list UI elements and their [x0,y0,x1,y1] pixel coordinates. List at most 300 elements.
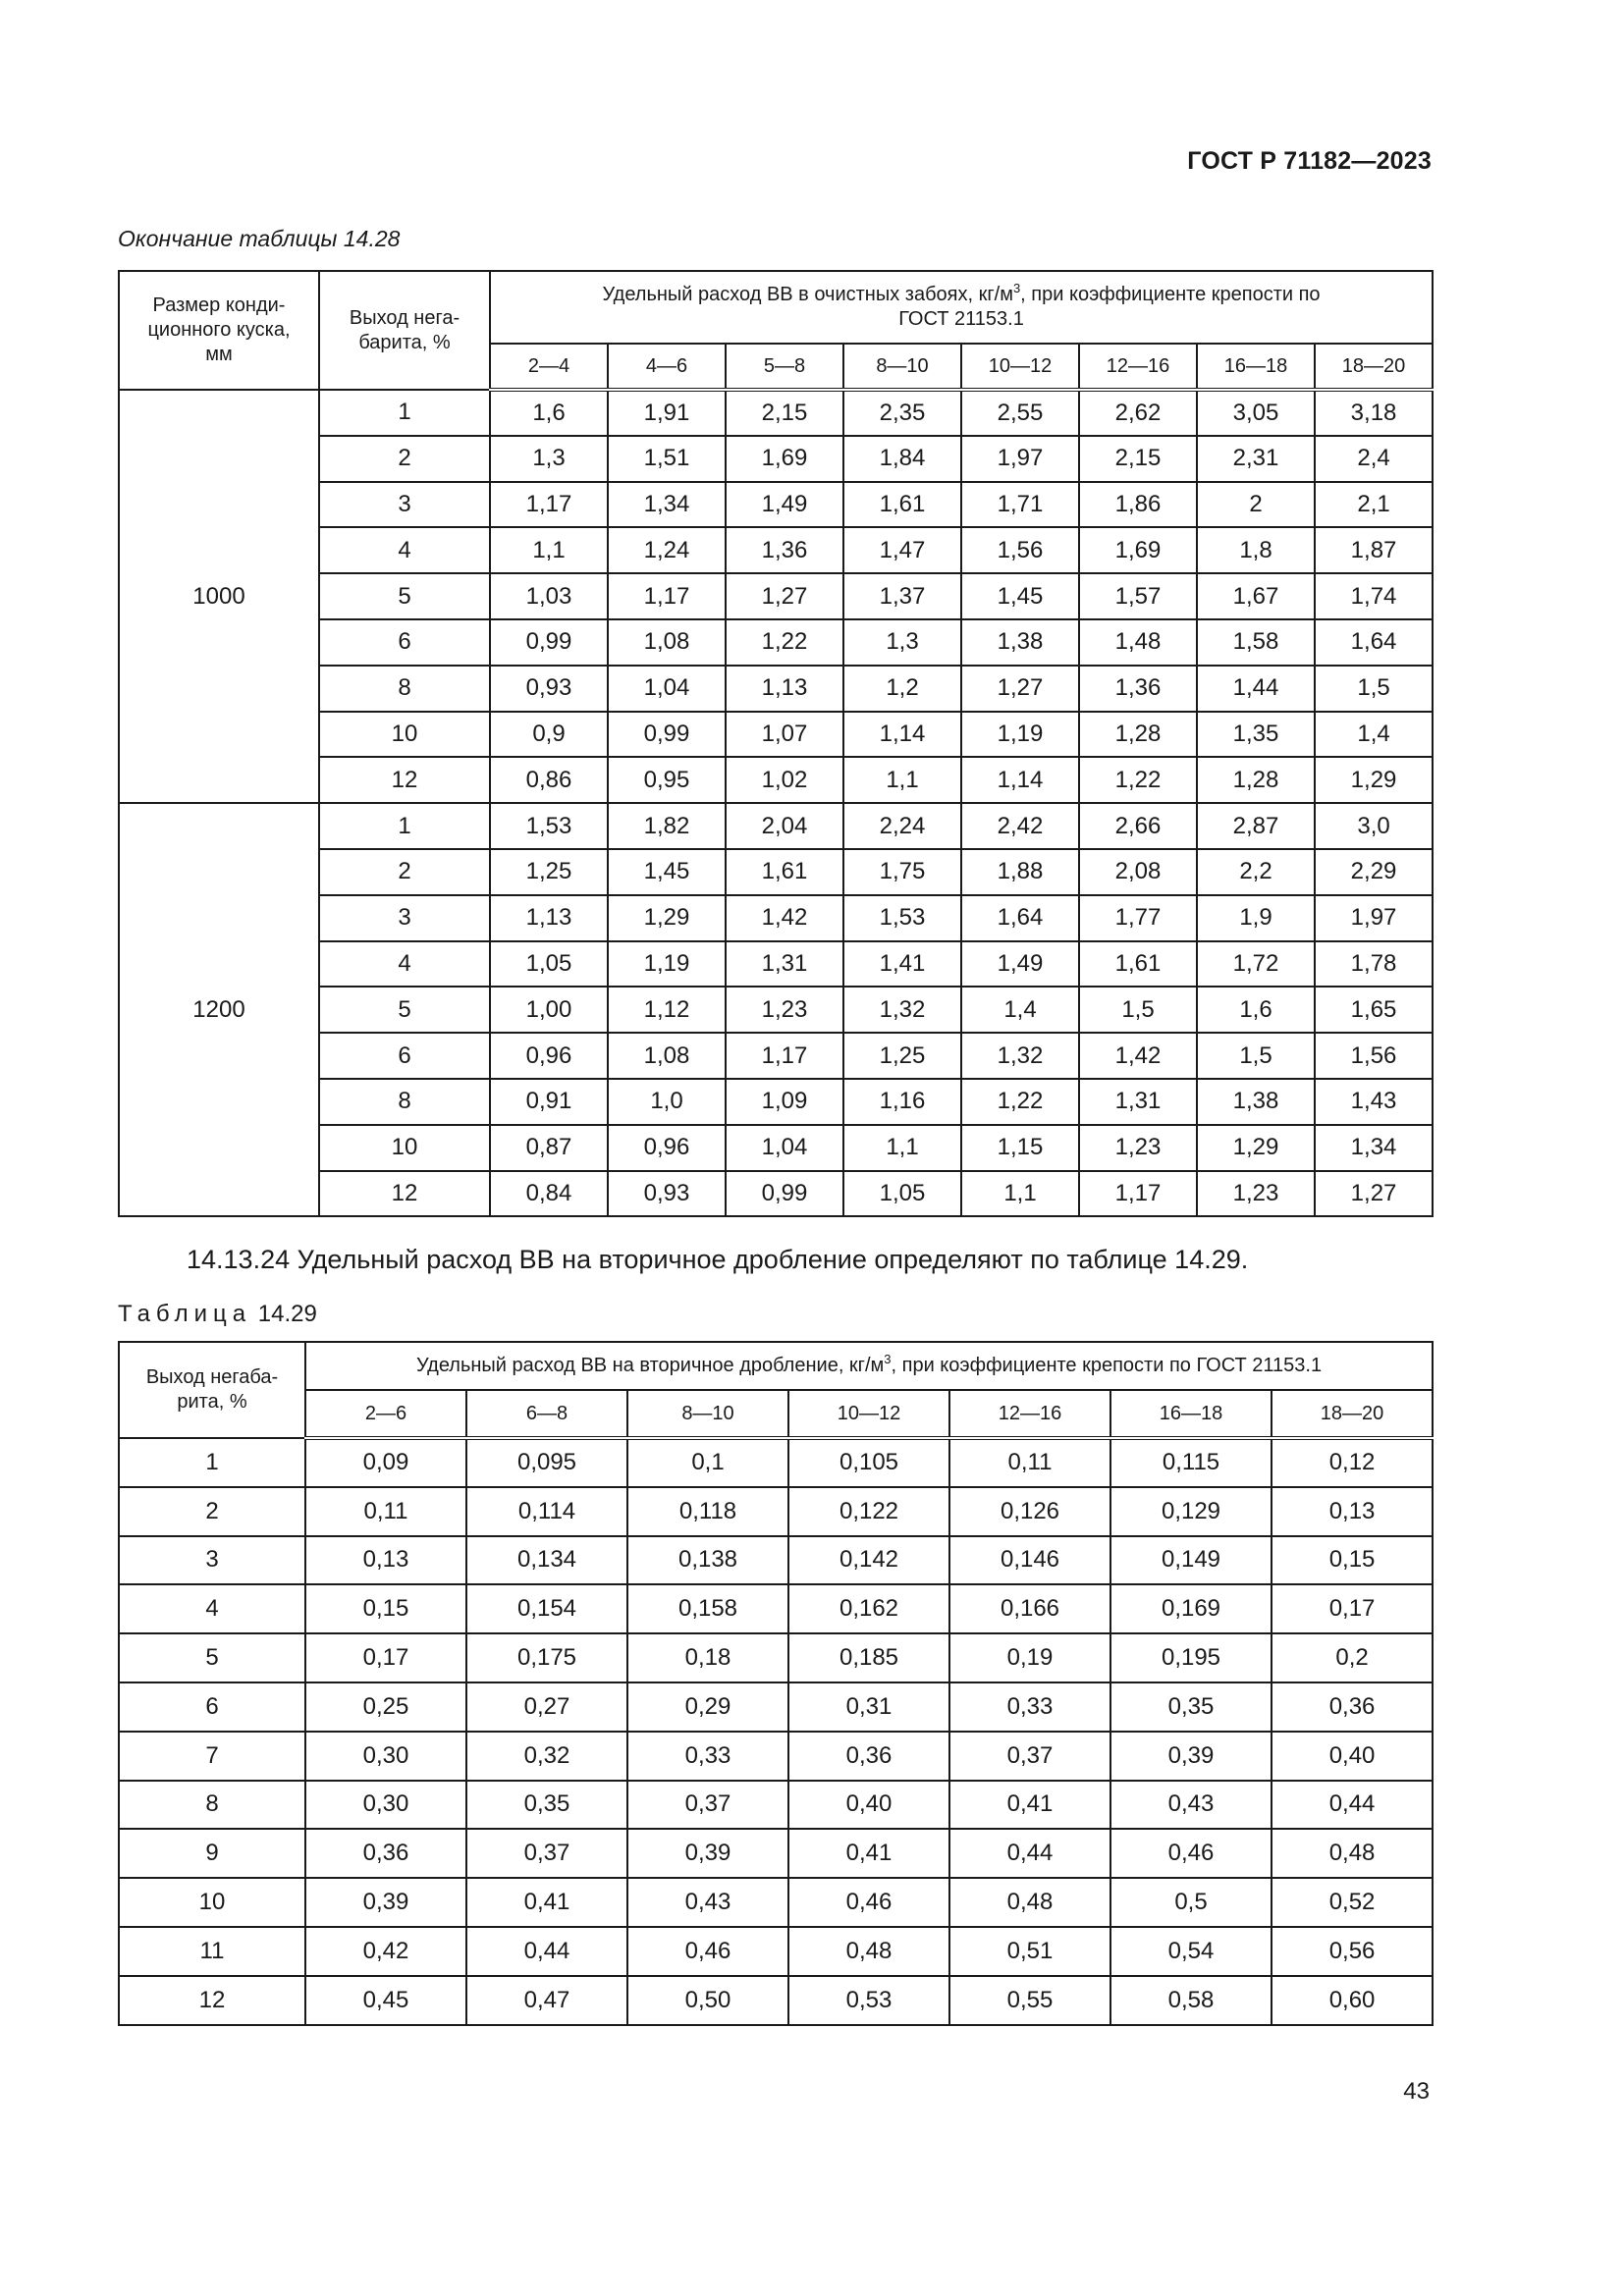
value-cell: 1,24 [608,527,726,573]
value-cell: 1,1 [843,757,961,803]
yield-cell: 5 [319,573,490,619]
value-cell: 0,134 [466,1536,627,1585]
value-cell: 1,61 [726,849,843,895]
value-cell: 0,25 [305,1682,466,1732]
value-cell: 0,15 [1272,1536,1433,1585]
value-cell: 1,82 [608,803,726,849]
value-cell: 0,39 [1110,1732,1272,1781]
value-cell: 2,29 [1315,849,1433,895]
value-cell: 1,08 [608,1033,726,1079]
value-cell: 0,1 [627,1438,788,1487]
value-cell: 0,105 [788,1438,949,1487]
value-cell: 0,45 [305,1976,466,2025]
value-cell: 0,114 [466,1487,627,1536]
header-range: 2—6 [305,1390,466,1438]
value-cell: 0,40 [788,1781,949,1830]
value-cell: 0,56 [1272,1927,1433,1976]
yield-cell: 12 [119,1976,305,2025]
value-cell: 1,45 [608,849,726,895]
value-cell: 1,87 [1315,527,1433,573]
yield-cell: 8 [119,1781,305,1830]
value-cell: 1,03 [490,573,608,619]
table-label-word: Таблица [118,1301,252,1327]
value-cell: 0,50 [627,1976,788,2025]
value-cell: 2,66 [1079,803,1197,849]
value-cell: 0,36 [305,1829,466,1878]
value-cell: 0,126 [949,1487,1110,1536]
value-cell: 1,8 [1197,527,1315,573]
header-group-tail: , при коэффициенте крепости по [1020,284,1321,305]
value-cell: 1,5 [1197,1033,1315,1079]
value-cell: 1,13 [490,895,608,941]
value-cell: 1,22 [726,619,843,666]
value-cell: 1,61 [843,482,961,528]
value-cell: 0,9 [490,712,608,758]
value-cell: 0,09 [305,1438,466,1487]
value-cell: 1,56 [961,527,1079,573]
yield-cell: 12 [319,1171,490,1217]
value-cell: 0,11 [305,1487,466,1536]
table-row [119,1438,1433,1487]
value-cell: 2,08 [1079,849,1197,895]
yield-cell: 5 [119,1633,305,1682]
header-yield-line: барита, % [358,331,451,353]
value-cell: 1,15 [961,1125,1079,1171]
table-row [119,1487,1433,1536]
table-row [119,1584,1433,1633]
value-cell: 2,55 [961,390,1079,436]
value-cell: 1,07 [726,712,843,758]
value-cell: 0,84 [490,1171,608,1217]
value-cell: 0,41 [466,1878,627,1927]
value-cell: 1,35 [1197,712,1315,758]
value-cell: 0,33 [949,1682,1110,1732]
value-cell: 1,57 [1079,573,1197,619]
value-cell: 0,60 [1272,1976,1433,2025]
value-cell: 0,95 [608,757,726,803]
value-cell: 1,72 [1197,941,1315,988]
value-cell: 1,28 [1079,712,1197,758]
value-cell: 0,158 [627,1584,788,1633]
value-cell: 0,15 [305,1584,466,1633]
value-cell: 2,04 [726,803,843,849]
value-cell: 0,91 [490,1079,608,1125]
value-cell: 2,2 [1197,849,1315,895]
value-cell: 1,4 [1315,712,1433,758]
value-cell: 0,55 [949,1976,1110,2025]
value-cell: 1,16 [843,1079,961,1125]
table-row [119,1682,1433,1732]
yield-cell: 2 [119,1487,305,1536]
header-group-text: Удельный расход ВВ на вторичное дробление, кг/м [416,1355,885,1376]
value-cell: 1,29 [1315,757,1433,803]
value-cell: 1,32 [843,987,961,1033]
table-row [119,1878,1433,1927]
value-cell: 1,64 [961,895,1079,941]
value-cell: 0,51 [949,1927,1110,1976]
header-range: 8—10 [627,1390,788,1438]
header-range: 16—18 [1197,344,1315,390]
value-cell: 1,05 [843,1171,961,1217]
value-cell: 1,1 [961,1171,1079,1217]
value-cell: 0,149 [1110,1536,1272,1585]
header-group-sup: 3 [1012,281,1021,295]
yield-cell: 10 [319,712,490,758]
page-number: 43 [1403,2078,1430,2105]
value-cell: 0,86 [490,757,608,803]
value-cell: 0,31 [788,1682,949,1732]
value-cell: 0,29 [627,1682,788,1732]
value-cell: 0,122 [788,1487,949,1536]
value-cell: 1,23 [1079,1125,1197,1171]
value-cell: 1,29 [608,895,726,941]
header-group-text: Удельный расход ВВ в очистных забоях, кг/м [602,284,1013,305]
value-cell: 0,162 [788,1584,949,1633]
yield-cell: 4 [319,941,490,988]
value-cell: 1,65 [1315,987,1433,1033]
value-cell: 0,46 [1110,1829,1272,1878]
table-row [119,1536,1433,1585]
value-cell: 2,35 [843,390,961,436]
yield-cell: 12 [319,757,490,803]
value-cell: 2 [1197,482,1315,528]
header-group-tail: , при коэффициенте крепости по ГОСТ 21153.1 [891,1355,1323,1376]
table-row [119,1732,1433,1781]
table-row [119,1781,1433,1830]
value-cell: 3,05 [1197,390,1315,436]
value-cell: 1,09 [726,1079,843,1125]
value-cell: 1,36 [1079,666,1197,712]
value-cell: 0,095 [466,1438,627,1487]
value-cell: 1,23 [726,987,843,1033]
document-code: ГОСТ Р 71182—2023 [1187,147,1432,175]
value-cell: 0,36 [1272,1682,1433,1732]
value-cell: 1,22 [1079,757,1197,803]
value-cell: 2,15 [726,390,843,436]
value-cell: 0,166 [949,1584,1110,1633]
value-cell: 1,88 [961,849,1079,895]
value-cell: 1,74 [1315,573,1433,619]
yield-cell: 2 [319,436,490,482]
value-cell: 1,12 [608,987,726,1033]
yield-cell: 8 [319,1079,490,1125]
yield-cell: 3 [319,895,490,941]
value-cell: 0,46 [627,1927,788,1976]
header-group [490,271,1433,344]
header-yield-line: Выход негаба- [145,1366,279,1388]
table-14-29 [118,1341,1434,2026]
value-cell: 0,44 [466,1927,627,1976]
value-cell: 0,185 [788,1633,949,1682]
value-cell: 0,96 [490,1033,608,1079]
header-range: 10—12 [961,344,1079,390]
value-cell: 1,17 [608,573,726,619]
value-cell: 1,34 [1315,1125,1433,1171]
value-cell: 2,15 [1079,436,1197,482]
value-cell: 0,169 [1110,1584,1272,1633]
value-cell: 1,27 [1315,1171,1433,1217]
value-cell: 1,3 [490,436,608,482]
value-cell: 0,142 [788,1536,949,1585]
value-cell: 1,14 [843,712,961,758]
yield-cell: 3 [319,482,490,528]
header-yield [319,271,490,390]
header-group-sup: 3 [884,1352,892,1366]
value-cell: 2,62 [1079,390,1197,436]
value-cell: 0,54 [1110,1927,1272,1976]
value-cell: 1,19 [961,712,1079,758]
value-cell: 1,4 [961,987,1079,1033]
value-cell: 0,33 [627,1732,788,1781]
value-cell: 0,53 [788,1976,949,2025]
value-cell: 0,30 [305,1781,466,1830]
value-cell: 0,87 [490,1125,608,1171]
value-cell: 0,41 [788,1829,949,1878]
value-cell: 0,35 [466,1781,627,1830]
value-cell: 1,0 [608,1079,726,1125]
value-cell: 0,13 [1272,1487,1433,1536]
value-cell: 0,35 [1110,1682,1272,1732]
value-cell: 1,08 [608,619,726,666]
value-cell: 1,38 [961,619,1079,666]
value-cell: 0,146 [949,1536,1110,1585]
table-row [119,803,1433,849]
value-cell: 2,42 [961,803,1079,849]
value-cell: 1,1 [490,527,608,573]
value-cell: 1,86 [1079,482,1197,528]
value-cell: 0,96 [608,1125,726,1171]
value-cell: 1,9 [1197,895,1315,941]
value-cell: 1,67 [1197,573,1315,619]
yield-cell: 9 [119,1829,305,1878]
value-cell: 1,2 [843,666,961,712]
value-cell: 0,5 [1110,1878,1272,1927]
value-cell: 0,32 [466,1732,627,1781]
size-cell: 1200 [119,803,319,1216]
value-cell: 1,22 [961,1079,1079,1125]
yield-cell: 11 [119,1927,305,1976]
value-cell: 1,28 [1197,757,1315,803]
value-cell: 1,97 [1315,895,1433,941]
value-cell: 0,40 [1272,1732,1433,1781]
value-cell: 1,37 [843,573,961,619]
header-range: 12—16 [1079,344,1197,390]
value-cell: 0,11 [949,1438,1110,1487]
yield-cell: 2 [319,849,490,895]
value-cell: 0,48 [949,1878,1110,1927]
value-cell: 0,37 [627,1781,788,1830]
table-14-28 [118,270,1434,1217]
value-cell: 1,04 [726,1125,843,1171]
header-size-line: ционного куска, [147,319,291,341]
value-cell: 0,58 [1110,1976,1272,2025]
value-cell: 1,14 [961,757,1079,803]
value-cell: 1,42 [726,895,843,941]
value-cell: 0,44 [949,1829,1110,1878]
yield-cell: 6 [119,1682,305,1732]
value-cell: 1,23 [1197,1171,1315,1217]
table-row [119,390,1433,436]
yield-cell: 4 [119,1584,305,1633]
value-cell: 0,99 [490,619,608,666]
value-cell: 0,39 [305,1878,466,1927]
value-cell: 1,3 [843,619,961,666]
value-cell: 1,25 [843,1033,961,1079]
value-cell: 3,18 [1315,390,1433,436]
yield-cell: 1 [319,803,490,849]
value-cell: 2,31 [1197,436,1315,482]
value-cell: 1,42 [1079,1033,1197,1079]
yield-cell: 7 [119,1732,305,1781]
yield-cell: 6 [319,1033,490,1079]
header-size-line: мм [205,344,233,365]
value-cell: 0,12 [1272,1438,1433,1487]
value-cell: 0,46 [788,1878,949,1927]
header-group-line2: ГОСТ 21153.1 [898,308,1024,330]
header-yield-line: Выход нега- [349,306,460,329]
value-cell: 0,42 [305,1927,466,1976]
value-cell: 1,49 [961,941,1079,988]
header-range: 8—10 [843,344,961,390]
value-cell: 0,43 [627,1878,788,1927]
header-range: 10—12 [788,1390,949,1438]
value-cell: 1,34 [608,482,726,528]
value-cell: 1,17 [726,1033,843,1079]
value-cell: 1,29 [1197,1125,1315,1171]
table-row [119,1927,1433,1976]
header-group [305,1342,1433,1390]
value-cell: 1,69 [1079,527,1197,573]
value-cell: 0,39 [627,1829,788,1878]
header-range: 16—18 [1110,1390,1272,1438]
value-cell: 1,02 [726,757,843,803]
value-cell: 1,53 [843,895,961,941]
value-cell: 1,27 [961,666,1079,712]
value-cell: 1,75 [843,849,961,895]
value-cell: 0,19 [949,1633,1110,1682]
value-cell: 0,52 [1272,1878,1433,1927]
value-cell: 0,93 [490,666,608,712]
value-cell: 1,17 [490,482,608,528]
value-cell: 1,71 [961,482,1079,528]
yield-cell: 10 [319,1125,490,1171]
value-cell: 0,99 [726,1171,843,1217]
yield-cell: 1 [319,390,490,436]
value-cell: 1,00 [490,987,608,1033]
value-cell: 1,27 [726,573,843,619]
header-yield [119,1342,305,1438]
table-row [119,1633,1433,1682]
value-cell: 1,97 [961,436,1079,482]
value-cell: 0,2 [1272,1633,1433,1682]
value-cell: 1,6 [490,390,608,436]
header-range: 2—4 [490,344,608,390]
yield-cell: 5 [319,987,490,1033]
yield-cell: 6 [319,619,490,666]
value-cell: 1,1 [843,1125,961,1171]
value-cell: 1,61 [1079,941,1197,988]
value-cell: 0,36 [788,1732,949,1781]
header-range: 5—8 [726,344,843,390]
value-cell: 3,0 [1315,803,1433,849]
value-cell: 0,30 [305,1732,466,1781]
value-cell: 2,1 [1315,482,1433,528]
table-14-29-label [118,1301,317,1328]
value-cell: 0,37 [466,1829,627,1878]
value-cell: 0,93 [608,1171,726,1217]
value-cell: 1,31 [1079,1079,1197,1125]
value-cell: 1,5 [1079,987,1197,1033]
value-cell: 1,77 [1079,895,1197,941]
yield-cell: 3 [119,1536,305,1585]
value-cell: 0,195 [1110,1633,1272,1682]
value-cell: 1,45 [961,573,1079,619]
value-cell: 0,43 [1110,1781,1272,1830]
value-cell: 1,41 [843,941,961,988]
header-range: 4—6 [608,344,726,390]
value-cell: 1,56 [1315,1033,1433,1079]
header-size [119,271,319,390]
value-cell: 1,64 [1315,619,1433,666]
value-cell: 0,48 [1272,1829,1433,1878]
header-range: 18—20 [1272,1390,1433,1438]
value-cell: 0,17 [1272,1584,1433,1633]
value-cell: 1,31 [726,941,843,988]
value-cell: 2,24 [843,803,961,849]
header-range: 18—20 [1315,344,1433,390]
value-cell: 1,25 [490,849,608,895]
value-cell: 1,04 [608,666,726,712]
yield-cell: 4 [319,527,490,573]
value-cell: 0,48 [788,1927,949,1976]
value-cell: 0,47 [466,1976,627,2025]
value-cell: 0,17 [305,1633,466,1682]
value-cell: 1,78 [1315,941,1433,988]
value-cell: 0,118 [627,1487,788,1536]
value-cell: 0,129 [1110,1487,1272,1536]
value-cell: 0,27 [466,1682,627,1732]
value-cell: 1,6 [1197,987,1315,1033]
value-cell: 1,91 [608,390,726,436]
value-cell: 0,37 [949,1732,1110,1781]
value-cell: 1,84 [843,436,961,482]
header-yield-line: рита, % [177,1391,247,1413]
value-cell: 1,17 [1079,1171,1197,1217]
value-cell: 1,36 [726,527,843,573]
value-cell: 0,18 [627,1633,788,1682]
value-cell: 1,53 [490,803,608,849]
value-cell: 0,175 [466,1633,627,1682]
value-cell: 0,44 [1272,1781,1433,1830]
value-cell: 1,43 [1315,1079,1433,1125]
value-cell: 1,05 [490,941,608,988]
value-cell: 1,47 [843,527,961,573]
value-cell: 0,99 [608,712,726,758]
paragraph-14-13-24: 14.13.24 Удельный расход ВВ на вторичное дробление определяют по таблице 14.29. [187,1245,1249,1274]
table-continuation-caption: Окончание таблицы 14.28 [118,226,401,251]
value-cell: 1,38 [1197,1079,1315,1125]
yield-cell: 8 [319,666,490,712]
value-cell: 2,87 [1197,803,1315,849]
header-range: 6—8 [466,1390,627,1438]
value-cell: 1,19 [608,941,726,988]
value-cell: 1,13 [726,666,843,712]
table-row [119,1976,1433,2025]
value-cell: 0,13 [305,1536,466,1585]
value-cell: 1,48 [1079,619,1197,666]
value-cell: 1,58 [1197,619,1315,666]
yield-cell: 10 [119,1878,305,1927]
